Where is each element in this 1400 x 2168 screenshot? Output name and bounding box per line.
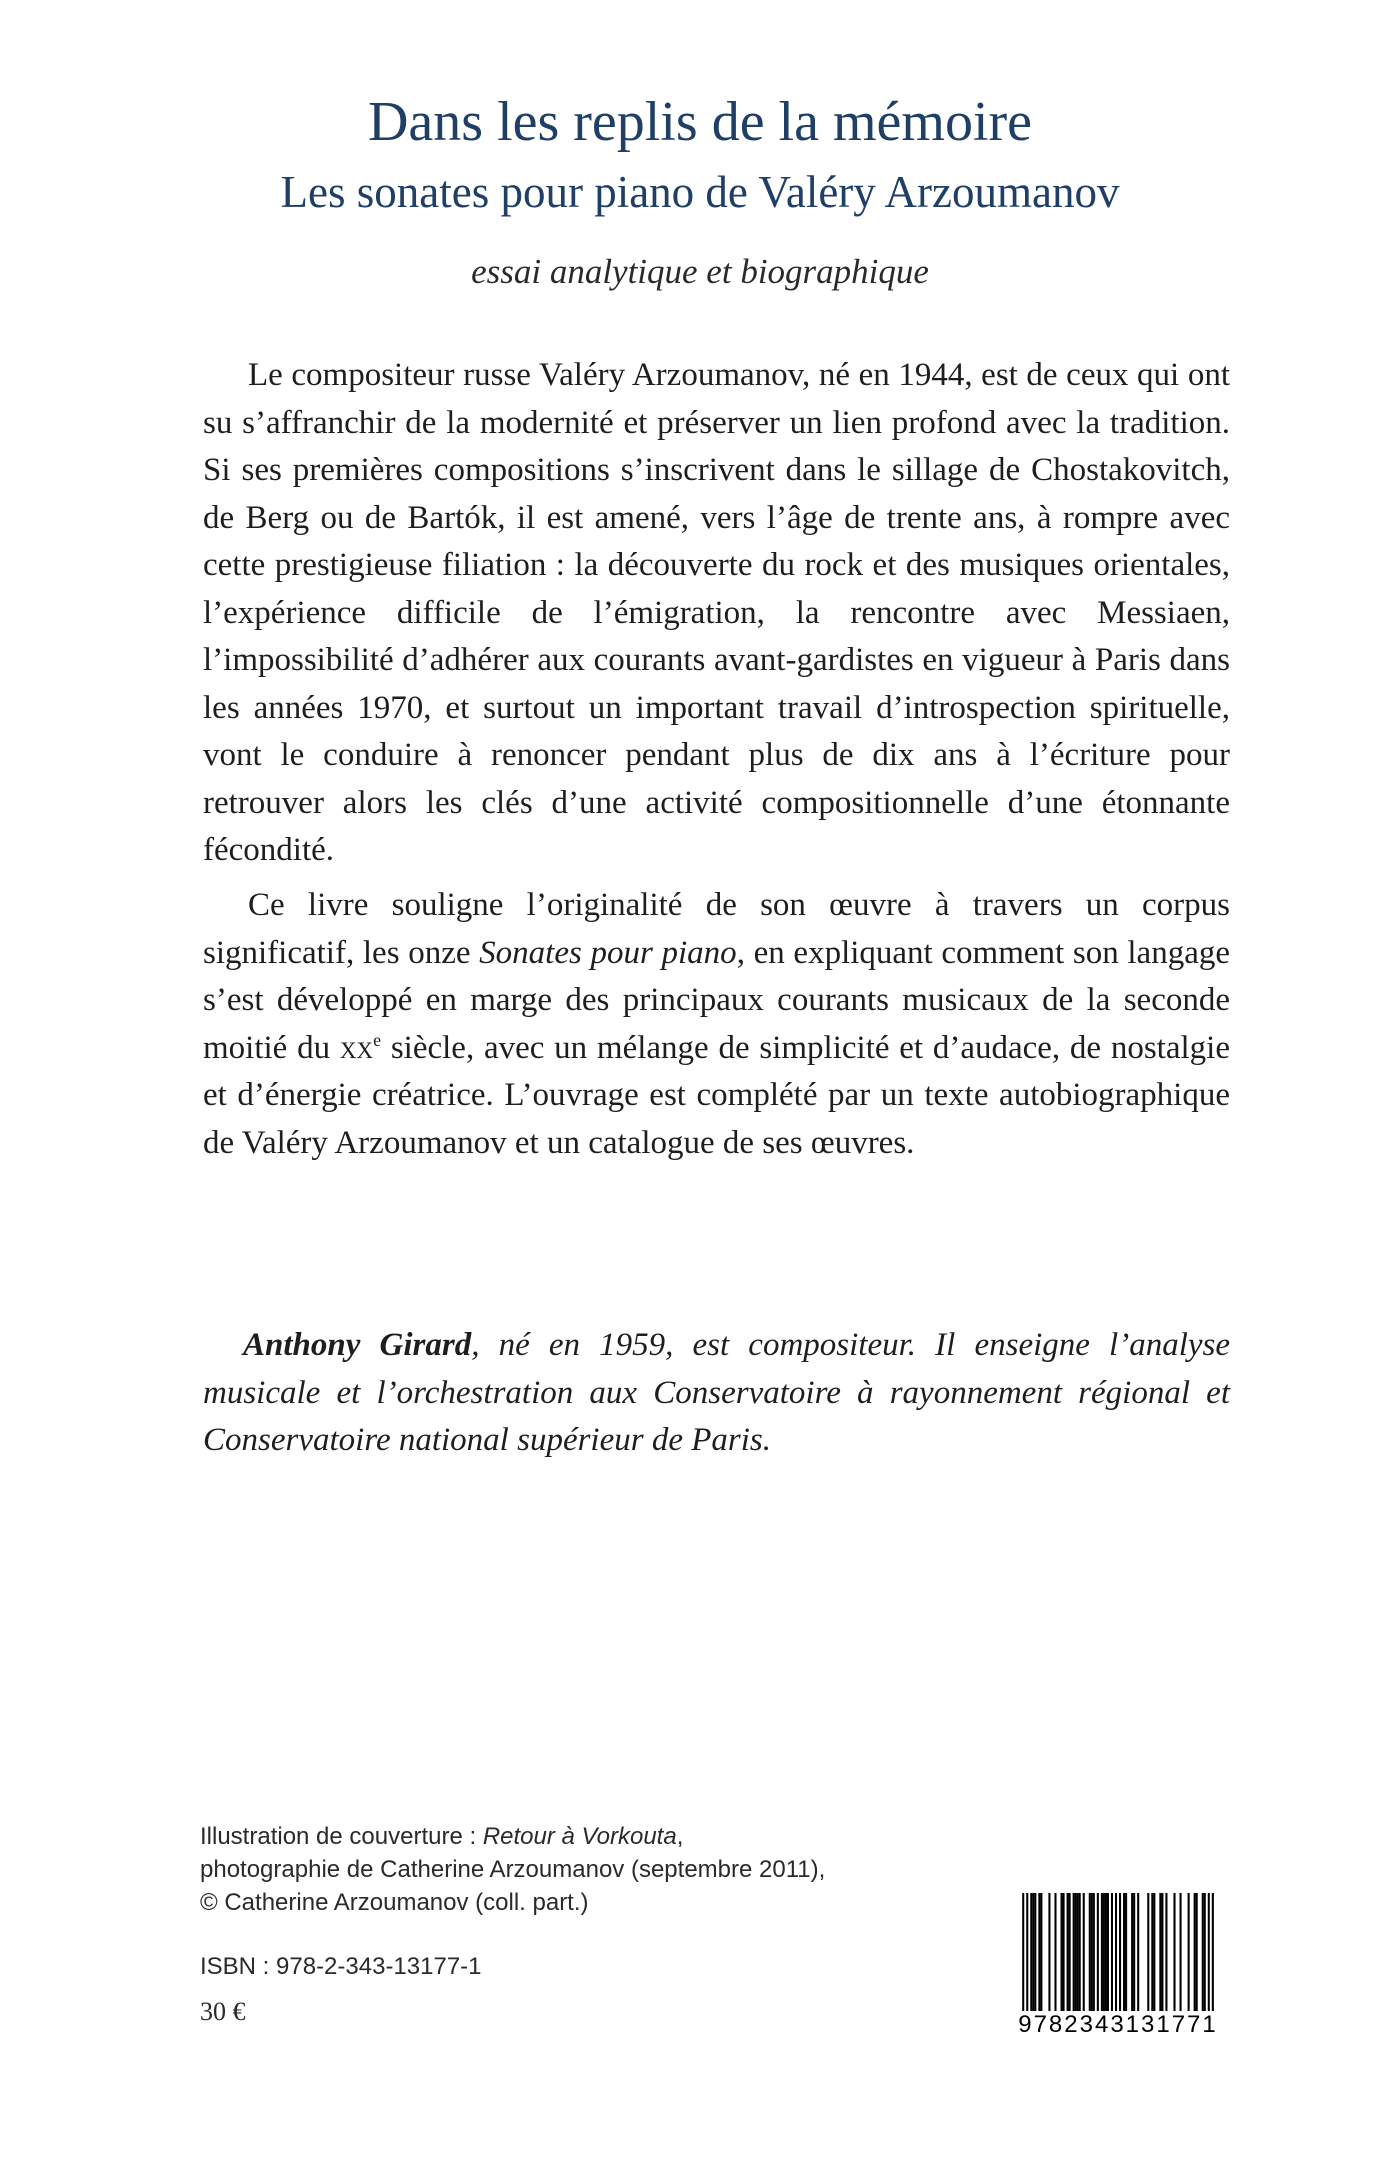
barcode-bar bbox=[1101, 1893, 1103, 2011]
barcode-bar bbox=[1212, 1893, 1214, 2011]
century-numeral: xx bbox=[339, 1029, 374, 1066]
barcode-bar bbox=[1048, 1893, 1050, 2011]
barcode-bars bbox=[1000, 1893, 1236, 2011]
author-note bbox=[203, 1322, 1230, 1465]
barcode-bar bbox=[1105, 1893, 1107, 2011]
barcode-bar bbox=[1103, 1893, 1105, 2011]
barcode-bar bbox=[1115, 1893, 1117, 2011]
barcode-bar bbox=[1147, 1893, 1149, 2011]
barcode-bar bbox=[1204, 1893, 1206, 2011]
summary-paragraph-1: Le compositeur russe Valéry Arzoumanov, né en 1944, est de ceux qui ont su s’affranchir de la modernité et préserver un lien profond avec la tradition. Si ses premières compositions s’inscrivent dans le sillage de Chostakovitch, de Berg ou de Bartók, il est amené, vers l’âge de trente ans, à rompre avec cette prestigieuse filiation : la découverte du rock et des musiques orientales, l’expérience difficile de l’émigration, la rencontre avec Messiaen, l’impossibilité d’adhérer aux courants avant-gardistes en vigueur à Paris dans les années 1970, et surtout un important travail d’introspection spirituelle, vont le conduire à renoncer pendant plus de dix ans à l’écriture pour retrouver alors les clés d’une activité compositionnelle d’une étonnante fécondité. bbox=[203, 357, 1230, 868]
barcode-bar bbox=[1180, 1893, 1182, 2011]
isbn: ISBN : 978-2-343-13177-1 bbox=[200, 1953, 482, 1980]
barcode-bar bbox=[1075, 1893, 1077, 2011]
barcode-bar bbox=[1137, 1893, 1139, 2011]
barcode bbox=[1000, 1893, 1236, 2043]
barcode-bar bbox=[1063, 1893, 1065, 2011]
barcode-bar bbox=[1032, 1893, 1034, 2011]
barcode-bar bbox=[1194, 1893, 1196, 2011]
barcode-bar bbox=[1107, 1893, 1109, 2011]
barcode-bar bbox=[1119, 1893, 1121, 2011]
author-name: Anthony Girard bbox=[243, 1327, 472, 1363]
credits-work: Retour à Vorkouta bbox=[482, 1823, 677, 1850]
barcode-bar bbox=[1196, 1893, 1198, 2011]
century-suffix: e bbox=[373, 1029, 382, 1050]
barcode-bar bbox=[1173, 1893, 1175, 2011]
credits-label: Illustration de couverture : bbox=[200, 1823, 483, 1850]
barcode-bar bbox=[1040, 1893, 1042, 2011]
barcode-bar bbox=[1030, 1893, 1032, 2011]
credits-line-3: © Catherine Arzoumanov (coll. part.) bbox=[200, 1889, 589, 1916]
barcode-bar bbox=[1111, 1893, 1113, 2011]
barcode-bar bbox=[1188, 1893, 1190, 2011]
barcode-bar bbox=[1208, 1893, 1210, 2011]
barcode-bar bbox=[1079, 1893, 1081, 2011]
book-genre: essai analytique et biographique bbox=[471, 252, 929, 291]
book-subtitle: Les sonates pour piano de Valéry Arzoumanov bbox=[280, 167, 1120, 217]
price: 30 € bbox=[200, 1997, 246, 2026]
barcode-bar bbox=[1073, 1893, 1075, 2011]
barcode-number: 9782343131771 bbox=[1018, 2011, 1218, 2038]
barcode-bar bbox=[1089, 1893, 1091, 2011]
barcode-bar bbox=[1054, 1893, 1056, 2011]
barcode-bar bbox=[1133, 1893, 1135, 2011]
barcode-bar bbox=[1161, 1893, 1163, 2011]
barcode-bar bbox=[1067, 1893, 1069, 2011]
barcode-bar bbox=[1026, 1893, 1028, 2011]
barcode-bar bbox=[1022, 1893, 1024, 2011]
summary-text-part-3: siècle, avec un mélange de simplicité et d’audace, de nostalgie et d’énergie créatrice. L’ouvrage est complété par un texte autobiographique de Valéry Arzoumanov et un catalogue de ses œuvres. bbox=[203, 1029, 1230, 1161]
barcode-bar bbox=[1153, 1893, 1155, 2011]
barcode-bar bbox=[1159, 1893, 1161, 2011]
barcode-bar bbox=[1123, 1893, 1125, 2011]
barcode-bar bbox=[1091, 1893, 1093, 2011]
barcode-bar bbox=[1151, 1893, 1153, 2011]
barcode-bar bbox=[1202, 1893, 1204, 2011]
barcode-bar bbox=[1125, 1893, 1127, 2011]
cover-credits bbox=[200, 1820, 825, 1919]
barcode-bar bbox=[1093, 1893, 1095, 2011]
summary-paragraph-2 bbox=[203, 882, 1230, 1167]
barcode-bar bbox=[1097, 1893, 1099, 2011]
barcode-bar bbox=[1131, 1893, 1133, 2011]
author-bio: , né en 1959, est compositeur. Il enseigne l’analyse musicale et l’orchestration aux Conservatoire à rayonnement régional et Conservatoire national supérieur de Paris. bbox=[203, 1327, 1230, 1458]
barcode-bar bbox=[1061, 1893, 1063, 2011]
credits-line-1: Illustration de couverture : Retour à Vorkouta, bbox=[200, 1823, 684, 1850]
barcode-bar bbox=[1077, 1893, 1079, 2011]
book-title: Dans les replis de la mémoire bbox=[367, 91, 1032, 153]
credits-line-2: photographie de Catherine Arzoumanov (septembre 2011), bbox=[200, 1856, 826, 1883]
barcode-bar bbox=[1165, 1893, 1167, 2011]
summary-text-part-2: , en expliquant comment son langage s’est développé en marge des principaux courants musicaux de la seconde moitié du bbox=[203, 934, 1230, 1066]
sonatas-title: Sonates pour piano bbox=[479, 934, 737, 971]
barcode-bar bbox=[1034, 1893, 1036, 2011]
barcode-bar bbox=[1069, 1893, 1071, 2011]
barcode-bar bbox=[1038, 1893, 1040, 2011]
barcode-bar bbox=[1083, 1893, 1085, 2011]
summary-text-part-1: Ce livre souligne l’originalité de son œuvre à travers un corpus significatif, les onze bbox=[203, 887, 1230, 971]
